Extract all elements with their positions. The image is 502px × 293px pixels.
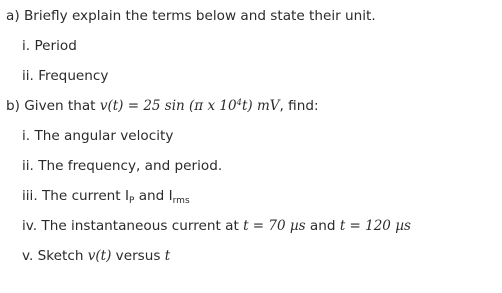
item-numeral: ii. <box>22 158 34 174</box>
item-text: The current $I_P$ and $I_{rms}$ <box>41 188 190 206</box>
item-text: The angular velocity <box>34 128 174 144</box>
time-equation-2: t = 120 µs <box>339 218 411 234</box>
item-text: Period <box>34 38 77 54</box>
item-numeral: i. <box>22 128 31 144</box>
time-variable: t <box>164 248 171 264</box>
question-b-item-frequency-period <box>22 157 222 175</box>
time-equation-1: t = 70 µs <box>243 218 306 234</box>
question-b-item-angular-velocity <box>22 127 173 145</box>
question-b-item-sketch <box>22 247 170 265</box>
question-a-item-frequency <box>22 67 108 85</box>
item-text: The instantaneous current at t = 70 µs and t = 120 µs <box>41 218 411 234</box>
exponent: 4 <box>236 98 242 108</box>
voltage-equation: v(t) = 25 sin (π x $10^4t$) mV <box>99 98 280 114</box>
item-text: Sketch v(t) versus t <box>37 248 171 264</box>
question-b-heading: b) Given that v(t) = 25 sin (π x $10^4t$) mV, find: <box>6 98 319 114</box>
question-a-heading: a) Briefly explain the terms below and state their unit. <box>6 8 376 24</box>
item-numeral: ii. <box>22 68 34 84</box>
voltage-function: v(t) <box>87 248 112 264</box>
subscript-p: P <box>128 196 135 206</box>
question-a-item-period <box>22 37 77 55</box>
subscript-rms: rms <box>172 196 190 206</box>
question-b-item-instantaneous-current <box>22 217 411 235</box>
item-text: Frequency <box>38 68 109 84</box>
item-numeral: iv. <box>22 218 38 234</box>
item-text: The frequency, and period. <box>38 158 223 174</box>
item-numeral: v. <box>22 248 34 264</box>
item-numeral: i. <box>22 38 31 54</box>
question-b-item-current <box>22 187 190 207</box>
item-numeral: iii. <box>22 188 38 204</box>
